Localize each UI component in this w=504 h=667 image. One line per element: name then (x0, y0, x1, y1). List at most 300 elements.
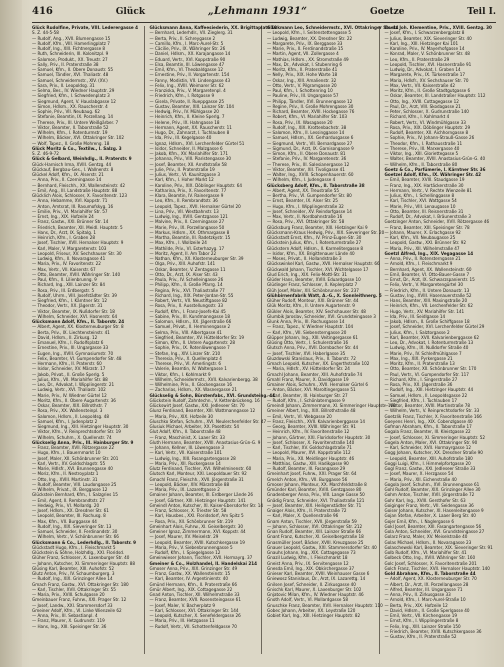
directory-entry: — Franz, Ing., XIX. Hartäckerstraße 30 (384, 183, 464, 189)
directory-entry: — Viktor, Beamter, II. Taborstraße 52 (32, 125, 109, 131)
directory-entry: — Julie, Priv., II. Praterstraße 19 (149, 167, 215, 173)
directory-entry: — Margarete, Priv., IX. Berggasse 33 (267, 41, 343, 47)
directory-entry: — Leopold, Kfm., I. Seitenstettengasse 5 (267, 31, 352, 37)
directory-entry: — Leo, Dr., Advokat, I. Wipplingerstr. 21 (32, 383, 115, 388)
directory-entry: — Heinrich, Kfm., VII. Lerchenfelder Str. 62 (384, 304, 473, 310)
directory-entry: — Berta, Priv., XIX. Hofzeile 12 (384, 603, 448, 609)
directory-entry: — Franz, Beamter, XVII. Rosensteingasse 61 (149, 598, 241, 604)
directory-entry: — Maria, Hdlsfr., XV. Sechshauser Str. 70 (384, 78, 469, 84)
directory-entry: — Simon, Kfm., II. Obere Donaustr. 81 (267, 152, 346, 157)
column-3 (267, 26, 399, 654)
directory-entry: — Karl, Beamter, III. Hainburger Str. 27 (267, 393, 348, 399)
directory-entry: — Martin, Agent, VII. Zollergasse 4 (267, 52, 339, 58)
directory-entry: — Walter, Beamter, XVIII. Anastasius-Grün-G. 40 (384, 157, 486, 163)
directory-entry: — Siegfried, Kfm., I. Schwedenplatz 3 (32, 94, 110, 100)
directory-entry: — Julius, Beamter, XIX. Sieveringer Str. 40 (384, 36, 472, 42)
directory-entry: — Robert, Vertr., VI. Windmühlgasse 33 (384, 120, 466, 126)
directory-entry: — Karl, Maler, V. Margaretenstr. 103 (32, 246, 107, 252)
directory-entry: — Maria, Priv., XII. Ruckergasse 14 (149, 461, 221, 467)
directory-entry: — Maria, Priv., III. Hetzgasse 11 (149, 619, 215, 625)
directory-entry: — Franz, Gastw., XX. Wallensteinstr. 15 (149, 572, 231, 577)
directory-entry: — Siegmund, Agent, V. Hauslabgasse 12 (32, 99, 116, 105)
column-4 (385, 26, 497, 654)
directory-entry: Gnan Rudolf, Beamter, XIII. Lainzer Straße 66 (267, 530, 361, 535)
directory-entry: Glüher Rudolf, Monteur, XXI. Brünner Str. 44 (267, 299, 359, 304)
directory-entry: — Stefan, Ing., XIV. Linzer Str. 210 (149, 351, 221, 357)
directory-entry: — Theresia, Priv., X. Quellenplatz 4 (149, 356, 222, 362)
directory-entry: Gmelch Anton, Kfm., VII. Burggasse 56 (267, 477, 348, 483)
directory-entry: Gohm Anton, Tischler, XVII. Jörgerstraße 72 (384, 493, 475, 499)
directory-entry: — Rudolf, Ing., XIII. Fichtnergasse 8 (32, 47, 106, 52)
directory-entry: — Ruth, Schneiderin, III. Kolonitzpl. 9 (32, 52, 109, 58)
directory-entry: — Mathias, Hdlsm., XX. Stromstraße 49 (267, 57, 349, 63)
directory-entry: Gnant Franz, Kutscher, XI. Geiselbergstraße 18 (267, 535, 364, 541)
directory-entry: — Siegfried, Kfm., I. Kärntner Str. 12 (32, 299, 108, 304)
directory-entry: — Franz, Fleischh., XVII. Kalvarienberggasse 14 (267, 419, 365, 425)
directory-entry: Gohr Karl, Ing., XVIII. Gersthofer Str. 63 (384, 498, 466, 504)
directory-entry: Golbeck Otto, Ing., XVIII. Währinger Str. 160 (384, 556, 476, 562)
directory-entry: — Josef, Beamter, XII. Arndtstraße 58 (149, 162, 227, 168)
directory-entry: — Rudolf, Ing., XIX. Krottenbachstr. 38 (267, 125, 347, 131)
directory-entry: — Maria, Priv., IV. Favoritenstr. 22 (32, 262, 101, 268)
directory-entry: — Viktor, Ing., XIII. Gloriettegasse 5 (384, 152, 459, 157)
directory-entry: — Otto, Beamter, XII. Schönbrunner Str. 170 (384, 367, 477, 373)
directory-entry: — Helene, Priv., IX. Hahngasse 18 (149, 120, 220, 126)
directory-entry: — Therese, Priv., III. Marxergasse 40 (384, 146, 460, 152)
directory-entry: — Ignaz, Hdlsm., XVI. Lerchenfelder Gürtel 51 (149, 141, 245, 147)
directory-entry: — Sophie, Priv., IV. Johann-Strauß-Gasse 26 (384, 136, 475, 142)
directory-entry: — Samuel, Tändler, XVI. Thaliastr. 48 (32, 73, 109, 79)
directory-entry: — Karl, Maler, X. Quellenstraße 96 (267, 514, 339, 520)
directory-entry: — Wilhelm, Schuhm., X. Quellenstr. 74 (32, 435, 112, 441)
directory-entry: — Albert, Agent, XX. Treustraße 55 (267, 188, 340, 194)
directory-entry: — Emil, Beamter, VI. Otto-Bauer-Gasse 7 (384, 272, 470, 278)
directory-entry: Glückwald Johann, Tischler, XVI. Wichtelgasse 17 (267, 267, 369, 273)
directory-entry: — Ludwig, Kfm., IX. Nußdorfer Straße 40 (384, 346, 469, 352)
directory-entry: — Albert, Agent, XX. Klosterneuburger Str. 8 (32, 325, 124, 331)
directory-entry: — Salomon, Kfm., II. Lessinggasse 14 (267, 131, 345, 136)
directory-entry: — Klara, Beamtin, IV. Rainergasse 9 (149, 194, 224, 199)
directory-entry: Gmachl Johann, Beamter, XIII. Auhofstraße 74 (267, 372, 363, 378)
directory-entry: Gmeinhart Josef, Fuhrw., XXI. Prager Str. 64 (267, 472, 357, 478)
directory-entry: — Sally, Priv., II. Praterstraße 38 (32, 62, 99, 68)
directory-entry: — Karl, Kfm., I. Hoher Markt 12 (149, 178, 214, 184)
directory-entry: Gogala Franz, Beamter, III. Kleistgasse 22 (384, 430, 471, 436)
directory-entry: Gmainer Johann, Beamter, III. Erdberger Lände 26 (149, 493, 254, 499)
directory-entry: — Salomon, Produkt., XX. Treustr. 27 (32, 57, 108, 63)
page-number: 416 (32, 6, 53, 17)
directory-entry: — Friedrich, Kfm., II. Untere Donaustr. 13 (384, 288, 470, 294)
directory-entry: — Rudolf, Kfm., VIII. Hamerlingplatz 7 (32, 41, 110, 47)
directory-entry: — Eugen, Ing., XVIII. Gymnasiumstr. 70 (32, 351, 114, 357)
directory-entry: Gnadenberger Anna, Priv., VIII. Lange Gasse 50 (267, 493, 365, 499)
directory-entry: Glüh Josef, Maler, XII. Schönbrunner Str. 237 (267, 288, 359, 294)
directory-entry: — Johann, Maurer, X. Erlachgasse 92 (384, 230, 461, 236)
directory-entry: — Hugo, Kfm., I. Bauernmarkt 10 (32, 451, 101, 457)
directory-entry: — Karl, Schneider, XVII. Hormayrgasse 12 (384, 446, 472, 451)
directory-entry: — Adolf, Agent, XX. Klosterneuburger Str. 70 (384, 577, 477, 583)
directory-entry: Gmür Albert, Ing., XIX. Cottagegasse 22 (149, 587, 233, 593)
directory-entry: — Siegmund, Vertr., VII. Bernardgasse 27 (267, 141, 353, 147)
directory-entry: — Leo, Dr., Advokat, I. Rotenturmstraße 13 (384, 341, 474, 346)
directory-entry: — Rosa, Priv., III. Erdbergstr. 5 (32, 288, 95, 294)
directory-entry: — Otto, Ing., XVIII. Martinstr. 31 (32, 477, 98, 483)
directory-entry: Glutsch Karl, Monteur, XXI. Leopoldauer Str. 92 (149, 472, 247, 478)
directory-entry: — Arnold, Kfm., I. Marc-Aurel-Straße 10 (384, 598, 466, 604)
directory-entry: — Anna, Hebamme, XVI. Koppstr. 71 (32, 199, 108, 205)
directory-entry: — Wilhelm, Vertr., V. Reinprechtsdorfer Str. 33 (384, 409, 480, 415)
directory-entry: — Anton, Amtsrat, III. Rasumofskyg. 16 (32, 204, 114, 210)
directory-entry: — Rudolf, Ing., XIII. Hietzinger Hauptstr. 44 (384, 388, 474, 394)
directory-entry: Gojer Emil, Kfm., I. Naglergasse 6 (384, 519, 454, 525)
directory-entry: — Hugo, Kfm., I. Wipplingerstraße 32 (267, 204, 344, 210)
directory-entry: — Katharina, Priv., X. Favoritenstr. 77 (149, 188, 227, 194)
directory-entry: Glückel Adolf, Kfm., IX. Alserstr. 21 (32, 173, 104, 178)
directory-entry: Golas Michael, Hdlsm., II. Novaragasse 23 (384, 540, 472, 546)
directory-entry: Gmach Leopold, Kutscher, XX. Engerthstraße 102 (267, 362, 370, 367)
directory-entry: — Simon, Hdlsm., XX. Rauscherstr. 4 (32, 104, 108, 110)
directory-entry: — Margarete, Priv., IX. Türkenstraße 17 (384, 73, 466, 79)
directory-entry: — Rosa, Priv., XX. Jägerstraße 36 (384, 383, 453, 388)
directory-entry: — Johann, Gärtner, XXI. Floridsdorfer Hauptstr. 30 (267, 435, 371, 441)
directory-entry: Gmünder Karl, Beamter, XVIII. Gentzgasse 80 (267, 488, 362, 493)
directory-entry: — Josef, Schneider, XVI. Lerchenfelder Gürtel 29 (384, 325, 485, 331)
directory-entry: — Ludwig, Beamter, XX. Dresdner Str. 22 (267, 36, 353, 42)
binding-shadow (0, 0, 22, 667)
directory-entry: Glunk Anna, Priv., III. Rochusgasse 14 (267, 320, 345, 325)
directory-entry: — Samuel, Kfm., II. Obere Donaustr. 55 (32, 68, 114, 73)
directory-entry: — Moritz, Kfm., II. Große Stadtgutgasse 6 (384, 89, 471, 94)
directory-entry: — Josef, Tischler, XVI. Haberlgasse 35 (267, 351, 346, 357)
directory-entry: — Mathilde, Priv., VI. Esterhazyg. 17 (149, 246, 225, 252)
directory-entry: — Gustav, Beamter, XIII. Lainzer Str. 104 (149, 104, 235, 110)
directory-entry: — Ernst, Beamter, IX. Alser Str. 25 (267, 199, 338, 205)
directory-entry: — Ludwig, Kfm., II. Novaragasse 41 (32, 257, 106, 262)
directory-entry: Glück Rudolfine, Private, VIII. Lederergasse 4 (32, 26, 138, 31)
directory-entry: — Rudolf, Dr., Advokat, I. Bräunerstraße 3 (384, 215, 471, 220)
directory-entry: — Karl, Beamter, XVII. Kalvarienberggasse 62 (384, 335, 480, 341)
directory-entry: — Richard, Kfm., I. Kohlmarkt 4 (384, 115, 450, 121)
directory-entry: — Leo, Kfm., II. Rembrandtstr. 36 (149, 199, 218, 205)
directory-entry: — Karl, Kfm., VII. Siebensterngasse 20 (267, 330, 347, 336)
directory-entry: — Otto, Beamter, XVIII. Währinger Str. 140 (32, 272, 121, 278)
directory-entry: — Isidor, Schneider, XV. Märzstr. 17 (32, 367, 106, 373)
directory-entry: — Salomon, Hdlsm., XX. Jägerstraße 66 (149, 320, 232, 325)
directory-entry: Goiginger Franz, Vertr., VII. Seidengasse 36 (384, 503, 474, 509)
directory-entry: — Julius, Kfm., I. Salztorgasse 2 (384, 330, 450, 336)
directory-entry: — Peter, Schlosser, X. Gudrunstraße 140 (384, 110, 469, 115)
directory-entry: — Hedwig, Priv., IV. Mühlgasse 20 (149, 110, 219, 115)
directory-entry: — Olga, Priv., XIII. Auhofstr. 141 (149, 262, 216, 268)
directory-entry: — Paul, Dr., Arzt, VIII. Skodagasse 21 (384, 104, 461, 110)
directory-entry: — Selma, Priv., VIII. Albertgasse 41 (149, 330, 222, 336)
directory-entry: — Franz, Beamter, XVII. Rötzergasse 22 (32, 446, 114, 451)
directory-entry: — Elsa, Beamtin, III. Löwengasse 47 (149, 62, 225, 68)
directory-entry: Glükler Alois, Beamter, XIV. Sechshauser Str. 48 (267, 309, 366, 315)
directory-entry: — Berta, Priv., II. Schreygasse 2 (149, 36, 216, 42)
directory-entry: — Julius, Vertr., VI. Kaunitzgasse 3 (149, 173, 220, 178)
directory-entry: — Leopold, Gastw., XXI. Brünner Str. 92 (384, 241, 467, 247)
directory-entry: Golb Rudolf, Kfm., VI. Mariahilfer Str. 41 (384, 551, 467, 556)
directory-entry: — Daniel, Hdlsm., XX. Karajangasse 14 (149, 52, 231, 58)
directory-entry: — Rosa, Priv., XX. Wallensteinpl. 3 (32, 409, 103, 415)
directory-entry: — Fanny, Modistin, VII. Lindengasse 43 (149, 78, 231, 84)
directory-entry: — Ludwig, Ing., XVIII. Gentzgasse 121 (149, 215, 228, 220)
directory-entry: — Ernst, Kfm., I. Wipplingerstraße 8 (384, 619, 459, 625)
directory-entry: — Samuel, Privat., II. Herminengasse 2 (149, 325, 231, 331)
directory-entry: — Karl, Schlosser, XVI. Ottakringer Str. 144 (149, 608, 239, 614)
directory-entry: — Anton, Bäcker, XVI. Maroltingergasse 51 (267, 388, 356, 394)
directory-entry: — Wolf, Tapez., II. Große Mohreng. 18 (32, 141, 110, 147)
directory-entry: Glückstein & Söhne, Holzhdlg., XXI. Floridsd. (32, 551, 125, 556)
directory-entry: Gogela Anton, Maler, XVI. Ottakringer Str. 90 (384, 440, 478, 446)
directory-entry: Gmünd Hermann, Kfm., II. Praterstraße 66 (149, 582, 238, 588)
directory-entry: — Rudolf, Ang., XVII. Blumengasse 15 (32, 36, 111, 42)
directory-entry: S. Z. 46-9-72 (32, 152, 59, 157)
directory-entry: Goetzl Alfred, Ing., XIX. Vegagasse 14 (384, 251, 474, 257)
directory-entry: Glückmann Leo, Schneidermstr., XVI. Ottakringer Str. 44 (267, 26, 399, 31)
directory-entry: — Theodor, Kfm., I. Rathausstraße 11 (384, 141, 463, 147)
directory-entry: — Karl, Ing., XIII. Hietzinger Kai 101 (384, 41, 459, 47)
directory-entry: — Hermann, Kfm., II. Praterstr. 60 (32, 362, 102, 367)
directory-entry: — Karl, Tischler, XVI. Wattgasse 54 (384, 199, 457, 205)
directory-entry: — Rudolf, Ing., XIX. Sieveringer Str. 13 (32, 524, 112, 530)
directory-entry: — Jakob, Hdlsm., II. Große Schiffgasse 18 (384, 320, 470, 325)
directory-entry: Gmach Franz, Gastw., XVI. Ottakringer Str. 180 (32, 582, 129, 588)
directory-entry: Glücksmann Adolf, Kfm., II. Taborstr. 24 (32, 320, 125, 325)
directory-entry: Gmeindl Johann, Zimmermann, XI. Simmeringer Hauptstr. 160 (267, 404, 396, 409)
directory-entry: — Hans, Dr., Arzt, IX. Spitalg. 1 (32, 230, 97, 236)
directory-entry: — Hermann, Vertr., V. Rechte Wienzeile 81 (384, 188, 473, 194)
directory-entry: Gmainer Alois, Schuhm., XVII. Hernalser Gürtel 6 (267, 383, 368, 388)
directory-entry: — Josef, Schlosser, XI. Simmeringer Hauptstr. 52 (384, 435, 485, 441)
directory-entry: — Wilhelm, Schneidermstr., XVII. Kalvarienbergg. 38 (149, 377, 258, 383)
directory-entry: — Stefanie, Priv., IV. Margaretenstr. 36 (267, 157, 347, 163)
directory-entry: — Therese, Priv., VI. Amerlingstr. 6 (149, 362, 221, 367)
directory-columns (32, 26, 496, 654)
directory-entry: — Stefanie, Beamtin, IX. Porzellang. 14 (32, 115, 114, 121)
directory-entry: Glückswirt Josef, Gastw., XXI. Jedleseer Str. 70 (149, 404, 245, 409)
directory-entry: — Walter, Ing., XVIII. Schopenhauerstr. 60 (267, 173, 354, 178)
directory-entry: Glutz Anton, Priv., IV. Schaumburgerg. 3 (32, 572, 115, 577)
directory-entry: — Salomon, Hdlsm., II. Leopoldsg. 48 (32, 414, 110, 420)
directory-entry: — Anna, Priv., II. Zirkusgasse 33 (384, 593, 451, 598)
directory-entry: — Marie, Priv., IV. Schleifmühlgasse 7 (384, 351, 462, 357)
directory-entry: — Valerie, Beamtin, IV. Waltergasse 1 (149, 367, 227, 373)
directory-entry: Glut Adolf, Kfm., II. Taborstraße 48 (149, 430, 221, 436)
directory-entry: — Max, Kfm., I. Wollzeile 24 (149, 241, 207, 247)
directory-entry: Glückselig & Sohn, Bürstenfabr., XVI. Grundsteing. 44 (149, 393, 276, 399)
directory-entry: — Richard, Ing., XIX. Peter-Jordan-Str. 55 (149, 293, 234, 299)
directory-entry: — Bernhard, Fleischh., XX. Wallensteinstr. 42 (32, 183, 125, 189)
directory-entry: — Friedrich, Beamter, XII. Meidl. Hauptstr. 5 (32, 225, 123, 231)
directory-entry: — Maria, Priv., XII. Meidlinger Hauptstr. 46 (267, 456, 355, 462)
directory-entry: — Heinrich, Kfm., II. Kleine Sperlg. 7 (149, 115, 225, 121)
directory-entry: Golc Josef, Schlosser, X. Favoritenstraße 201 (384, 561, 477, 567)
directory-entry: Gogg Johann, Kutscher, XX. Dresdner Straße 90 (384, 451, 483, 457)
directory-entry: Gold Abraham, Kfm., II. Taborstraße 44 (384, 572, 476, 577)
directory-entry: — Josef, Hdlsm., XX. Dresdner Str. 61 (32, 509, 109, 514)
directory-entry: Gmoser Johann, Monteur, XX. Marchfeldstraße 8 (267, 482, 367, 488)
directory-entry: — Leopold, Tischler, XVI. Hasnerstraße 91 (384, 62, 472, 68)
directory-entry: — Cäcilie, Priv., IX. Währinger Str. 26 (149, 47, 226, 52)
directory-entry: — Leopold, Tapez., XVII. Hernalser Gürtel 20 (149, 204, 241, 210)
directory-entry: — Franziska, Priv., V. Margaretenpl. 4 (149, 89, 226, 94)
directory-entry: — Wilhelm, Schneider, XVI. Hasnerstr. 64 (32, 314, 118, 320)
directory-entry: — Richard, Kfm., I. Singerstraße 27 (384, 377, 458, 383)
directory-entry: — Rudolf, Ing., XIX. Grinzinger Allee 14 (32, 577, 113, 583)
directory-entry: — Gustav, Ing., XVIII. Hasenauerstraße 52 (384, 293, 472, 299)
directory-entry: — Maria, Priv., XIX. Hofzeile 30 (149, 414, 214, 420)
directory-entry: — Josef, Schneider, XV. Reindorfgasse 14 (267, 209, 352, 215)
directory-entry: Glüsing Otto, Vertr., I. Schulerstraße 16 (267, 341, 349, 346)
left-running-head: Glück (115, 7, 146, 17)
directory-entry: Golaschewski Karl, Beamter, XIX. Sieveringer Str. 91 (384, 545, 493, 551)
directory-entry: — Johann, Kellner, III. Löwengasse 3 (149, 446, 225, 451)
directory-entry: — Bertha, Priv., VI. Gumpendorfer Str. 80 (267, 194, 352, 199)
directory-entry: Golarz Franz, Maler, XV. Meiselstraße 40 (384, 535, 468, 541)
directory-entry: — Max, Vertr., VII. Kaiserstraße 42 (384, 83, 455, 89)
directory-entry: — Isidor, Schneider, II. Malzgasse 6 (149, 146, 223, 152)
directory-entry: — Moritz, Kfm., II. Praterstraße 13 (384, 362, 455, 367)
directory-entry: — Jakob, Kfm., XV. Mariahilfer Str. 171 (149, 152, 228, 157)
directory-entry: — Pauline, Priv., III. Ungargasse 57 (267, 94, 339, 100)
directory-entry: Glusiuk Michael, Arbeiter, XX. Pasettistr. 54 (149, 425, 239, 430)
directory-entry: — Rosa, Priv., XIX. Döblinger Hauptstr. 29 (384, 125, 471, 131)
directory-entry: — Oskar, Beamter, XIX. Billrothstr. 7 (32, 404, 107, 409)
directory-entry: Glühbirnenfabrik Watt, A.-G., X. Sonnleithnerg. 5 (267, 293, 382, 299)
directory-entry: — Regine, Priv., II. Große Mohrengasse 30 (267, 104, 354, 110)
directory-entry: — Sara, Priv., II. Leopoldsg. 31 (32, 83, 95, 89)
directory-entry: — Wilhelm, Kfm., I. Rotenturmstr. 19 (32, 131, 108, 136)
directory-entry: Glückstadt Ernst, Kfm., IV. Prinz-Eugen-Str. 30 (267, 236, 362, 241)
directory-entry: — Maria, Priv., XII. Eichenstraße 40 (384, 477, 457, 483)
directory-entry: — Selma, Bes., IV. Wiedner Hauptstr. 29 (32, 89, 115, 94)
directory-entry: — Leopold, Maurer, XVI. Koppstraße 112 (267, 451, 351, 457)
directory-entry: Gmeinwieser Johann, Tischler, XVII. Hormayrg. 37 (149, 556, 253, 562)
directory-entry: — Therese, Priv., III. Untere Weißgärber. 7 (32, 120, 119, 126)
directory-entry: — Franz, Gastw., XXI. Brünner Str. 14 (32, 220, 109, 226)
directory-entry: Goetzlik Franz, Tischler, X. Favoritenstraße 166 (384, 414, 482, 420)
directory-entry: — Rosa, Priv., XII. Schönbrunner Str. 219 (149, 519, 234, 525)
directory-entry: Glück & Gelbard, Weinhdlg., II. Praterstr. 9 (32, 157, 132, 163)
right-running-head: Goetze (370, 7, 405, 17)
directory-entry: Glüpper Johann, Ing., XIII. Veitingergasse 61 (267, 335, 358, 341)
directory-entry: Gojan Stefan, Arbeiter, X. Laaer Berg Str. 40 (384, 514, 476, 520)
directory-entry: Gnieser Karl, Beamter, XVIII. Weinhauser Gasse 6 (267, 572, 370, 577)
directory-entry: — Heinrich, Kfm., I. Graben 28 (32, 236, 95, 241)
directory-entry: — Emil, Kfm., VI. Theobaldgasse 12 (149, 68, 224, 73)
directory-entry: — Paul, Vertr., VI. Gumpendorfer Str. 117 (384, 372, 469, 378)
directory-entry: — Franz, Schlosser, X. Triester Str. 58 (149, 509, 227, 514)
directory-entry: — Martha, Beamtin, III. Radetzkystr. 15 (149, 236, 231, 241)
directory-entry: Gnaiger Alois, Kfm., II. Praterstraße 72 (267, 509, 347, 514)
directory-entry: — Rosa, Priv., IX. Wasagasse 20 (267, 120, 333, 126)
directory-entry: — Heinrich, Kfm., IV. Favoritenstraße 12 (267, 430, 350, 436)
directory-entry: — Richard, Ing., XIII. Lainzer Str. 84 (32, 283, 105, 289)
directory-entry: — Ida, Priv., III. Kegelgasse 40 (149, 136, 212, 142)
directory-entry: — Malvine, Priv., II. Czerningasse 27 (149, 220, 225, 226)
directory-entry: Gmeiner & Co., Holzhandel, II. Handelskai 214 (149, 561, 258, 567)
directory-entry: — Hugo, Vertr., XV. Mariahilfer Str. 141 (384, 309, 465, 315)
directory-entry: — Ludwig, Vertr., XVI. Thaliastr. 102 (32, 388, 106, 394)
directory-entry: Glücksmann Anna, Kaffeesiederin, XX. Brigittaplatz 10 (149, 26, 277, 31)
directory-entry: — Richard, Beamter, XVIII. Hockegasse 76 (267, 110, 355, 115)
directory-entry: — Arnold, Kfm., I. Fleischmarkt 9 (384, 262, 453, 268)
directory-entry: — Ludwig, Dr., Advokat, I. Graben 14 (384, 68, 461, 73)
directory-entry: — Anna, Priv., II. Czerningasse 14 (32, 178, 102, 184)
directory-entry: — Paula, Priv., IV. Schelleingasse 26 (149, 278, 224, 283)
directory-entry: — Moriz, Kfm., II. Nestroyplatz 1 (32, 472, 99, 478)
directory-entry: — Rudolf, Beamter, XII. Aichhorngasse 8 (384, 131, 469, 136)
directory-entry: — Zacharias, Hdlsm., XX. Wasnergasse 21 (149, 388, 238, 394)
directory-entry: — Marie, Priv., IX. Porzellangasse 50 (149, 225, 225, 231)
directory-entry: — Simon, Kfm., II. Untere Augartenstr. 28 (149, 341, 235, 346)
directory-entry: — Felix, Vertr., V. Margaretengürtel 30 (384, 283, 464, 289)
directory-entry: — Rudolf, Kfm., I. Spiegelgasse 12 (149, 551, 221, 556)
directory-entry: Gmeindl Anton, Kutscher, XI. Kaiser-Ebersdorfer Str. 14 (149, 503, 264, 509)
directory-entry: — Paul, Kfm., II. Lilienbrunng. 9 (32, 278, 97, 283)
directory-entry: — Johanna, Priv., VIII. Piaristengasse 30 (149, 157, 232, 163)
directory-entry: — Therese, Priv., III. Salesianergasse 12 (267, 162, 350, 168)
directory-entry: Glückauf, Bergbau-Ges., I. Wallnerstr. 8 (32, 167, 114, 173)
directory-entry: — Marie, Priv., VIII. Lenaugasse 10 (384, 204, 456, 210)
directory-entry: — Karl, Vertr., VII. Kaiserstraße 101 (149, 451, 223, 457)
directory-entry: Gniewosz Stanislaus, Dr., Arzt, IX. Lazarettg. 14 (267, 577, 366, 583)
directory-entry: — Hermann, Agent, XX. Rauscherstr. 11 (149, 125, 232, 131)
directory-entry: Glüsing Karl, Beamter, XIII. Auhofstr. 52 (32, 566, 114, 572)
directory-entry: — Nathan, Kfm., XX. Klosterneuburger Str. 39 (149, 257, 244, 262)
directory-entry: — Marie, Hdlsfr., XVI. Brunnengasse 40 (32, 467, 113, 472)
directory-entry: — Felix, Beamter, VI. Gumpendorfer Str. 48 (32, 356, 122, 362)
directory-entry: — Konrad, Maler, V. Schönbrunner Str. 48 (384, 52, 470, 58)
directory-entry: — Camillo, Kfm., I. Marc-Aurel-Str. 5 (149, 41, 224, 47)
directory-entry: — Ernestine, Priv., III. Ungargasse 33 (32, 346, 109, 352)
directory-entry: Gnam Anton, Tischler, XVII. Jörgerstraße 59 (267, 519, 357, 525)
directory-entry: — Maria, Hdlsfr., XV. Hütteldorfer Str. 24 (267, 367, 350, 373)
directory-entry: Gnauhs Johann, Ing., XIX. Cottagegasse 73 (267, 551, 356, 556)
directory-entry: — Maria, Priv., V. Siebenbrunnengasse 5 (149, 545, 233, 551)
directory-entry: — Moses, Privat., II. Hollandstraße 3 (267, 257, 342, 262)
directory-entry: — Samuel, Schneider, II. Ferdinandstr. 30 (32, 530, 118, 535)
directory-entry: — Karl, Beamter, IV. Argentinierstr. 40 (149, 577, 229, 583)
directory-entry: — Otto, Dr., Arzt, IX. Alser Str. 43 (149, 272, 218, 278)
directory-entry: — Ernst, Ing., XIX. Hofzeile 24 (32, 215, 94, 220)
directory-entry: — Siegfried, Beamter, XV. Hütteldorfer Str. 19 (149, 335, 245, 341)
directory-entry: Glücksmann-Kraus Hedwig, Priv., XIX. Sieveringer Str. 20 (267, 230, 385, 236)
directory-entry: — Oskar, Beamter, III. Landstraßer Hauptstr. 112 (384, 94, 486, 100)
directory-entry: Glüher Franz, Schlosser, X. Laxenburger Str. 40 (32, 556, 130, 562)
directory-entry: Gogl Franz, Gastw., XXI. Jedleseer Straße 33 (384, 467, 476, 472)
directory-entry: — Rudolf, Kfm., I. Franz-Josefs-Kai 45 (149, 309, 226, 315)
directory-entry: — Marie, Priv., II. Ferdinandstraße 15 (267, 47, 344, 52)
directory-entry: Glücksburg Franz, Beamter, XIII. Hietzinger Kai 9 (267, 225, 368, 231)
directory-entry: — Sigmund, Dr., Arzt, IX. Garnisongasse 9 (267, 146, 354, 152)
directory-entry: Gofman Abraham, Kfm., II. Taborstraße 17 (384, 425, 472, 430)
directory-entry: Glücksberg Adolf, Kfm., II. Taborstraße 38 (267, 183, 365, 189)
directory-entry: — Eduard, Vertr., XVI. Koppstraße 90 (149, 57, 226, 63)
directory-entry: Goggi Luigi, Kfm., I. Himmelpfortgasse 20 (384, 461, 471, 467)
directory-entry: — Viktor, Kfm., I. Kohlmarkt 9 (149, 372, 211, 378)
directory-entry: Glük Moritz, Kfm., II. Untere Augartenstr. 9 (267, 304, 355, 310)
directory-entry: Gnuschke Franz, Beamter, XVII. Hernalser Hauptstr. 110 (267, 603, 383, 609)
directory-entry: — Ernestine, Priv., II. Vorgartenstr. 154 (149, 73, 230, 79)
directory-entry: — Friedrich, Kfm., I. Rotgasse 9 (149, 94, 215, 100)
directory-entry: — Julius, Kfm., I. Schellinggasse 8 (384, 194, 455, 199)
directory-entry: — David, Hdlsm., II. Zirkusg. 12 (32, 335, 98, 341)
directory-entry: Gmahl Franz, Maurer, X. Davidgasse 19 (267, 377, 349, 383)
directory-entry: — Samuel, Hdlsm., XX. Gerhardusgasse 6 (267, 136, 354, 142)
